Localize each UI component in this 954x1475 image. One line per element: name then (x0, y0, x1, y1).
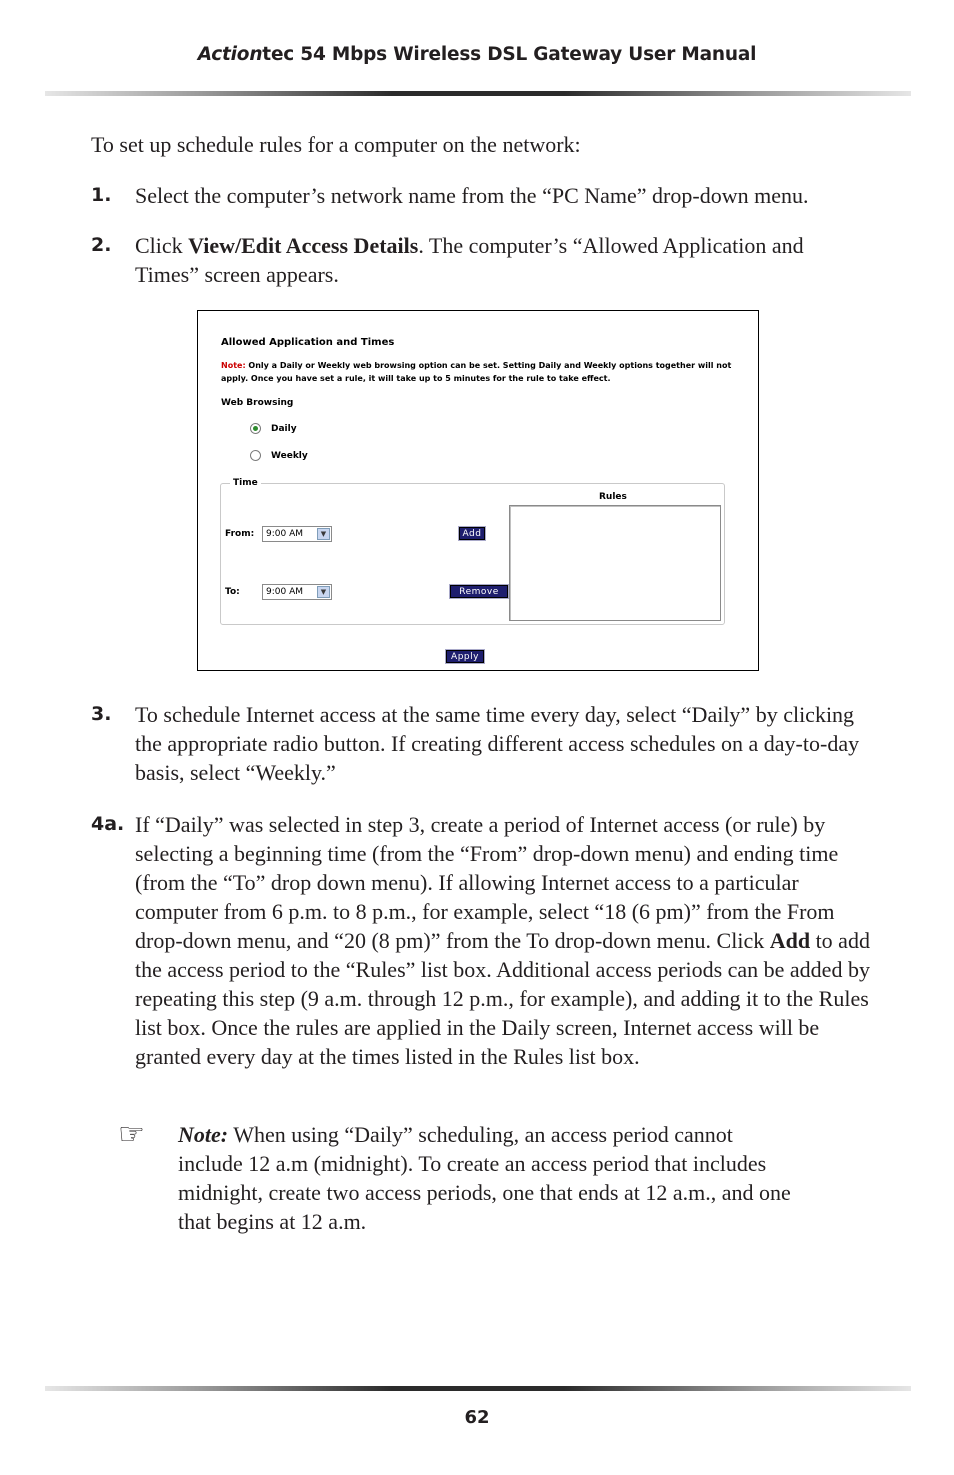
step-1 (91, 181, 871, 210)
rules-label: Rules (599, 492, 627, 502)
time-legend: Time (230, 478, 261, 488)
screen-note-text: Only a Daily or Weekly web browsing option can be set. Setting Daily and Weekly options together will not apply. Once you have set a rule, it will take up to 5 minutes for the rule to take effect. (221, 361, 732, 383)
to-label: To: (225, 587, 240, 597)
step-text (135, 810, 871, 1071)
rules-listbox[interactable] (509, 505, 721, 621)
note-text (178, 1120, 798, 1236)
intro-paragraph: To set up schedule rules for a computer on the network: (91, 132, 581, 157)
step-text-bold: Add (769, 928, 811, 953)
to-select-value: 9:00 AM (266, 587, 303, 597)
step-text (135, 231, 871, 289)
step-number: 3. (91, 703, 112, 725)
note-label: Note: (178, 1122, 229, 1147)
chevron-down-icon[interactable]: ▼ (317, 528, 330, 540)
screen-title: Allowed Application and Times (221, 337, 395, 348)
weekly-label: Weekly (271, 450, 308, 461)
daily-label: Daily (271, 423, 297, 434)
step-text: Select the computer’s network name from the “PC Name” drop-down menu. (135, 183, 809, 208)
screen-note (221, 359, 741, 385)
daily-option[interactable] (250, 423, 297, 434)
step-number: 1. (91, 184, 112, 206)
header-divider (45, 91, 911, 96)
pointing-hand-icon: ☞ (118, 1117, 145, 1152)
weekly-option[interactable] (250, 450, 308, 461)
note-block (118, 1117, 798, 1236)
header-title-rest: tec 54 Mbps Wireless DSL Gateway User Manual (262, 44, 757, 65)
add-button[interactable]: Add (459, 527, 485, 540)
weekly-radio[interactable] (250, 450, 261, 461)
brand-italic: Action (197, 44, 263, 65)
page-number: 62 (464, 1407, 490, 1428)
screen-note-label: Note: (221, 361, 246, 370)
step-3 (91, 700, 871, 787)
daily-radio[interactable] (250, 423, 261, 434)
running-header (0, 44, 954, 65)
note-body: When using “Daily” scheduling, an access period cannot include 12 a.m (midnight). To create an access period that includes midnight, create two access periods, one that ends at 12 a.m., and one that begins at 12 a.m. (178, 1122, 791, 1234)
step-text: To schedule Internet access at the same time every day, select “Daily” by clicking the appropriate radio button. If creating different access schedules on a day-to-day basis, select “Weekly.” (135, 702, 860, 785)
web-browsing-label: Web Browsing (221, 398, 294, 408)
step-number: 2. (91, 234, 112, 256)
to-select[interactable] (262, 584, 332, 600)
step-number: 4a. (91, 813, 125, 835)
apply-button[interactable]: Apply (446, 650, 484, 663)
remove-button[interactable]: Remove (450, 585, 508, 598)
step-text-post: . The computer’s “Allowed Application and Times” screen appears. (135, 233, 804, 287)
step-text-post: to add the access period to the “Rules” list box. Additional access periods can be added by repeating this step (9 a.m. through 12 p.m., for example), and adding it to the Rules list box. Once the rules are applied in the Daily screen, Internet access will be granted every day at the times listed in the Rules list box. (135, 928, 870, 1069)
allowed-application-screenshot (197, 310, 759, 671)
from-select-value: 9:00 AM (266, 529, 303, 539)
step-2 (91, 231, 871, 289)
step-4a (91, 810, 871, 1071)
from-label: From: (225, 529, 255, 539)
step-text-bold: View/Edit Access Details (188, 233, 419, 258)
step-text-pre: If “Daily” was selected in step 3, create a period of Internet access (or rule) by selecting a beginning time (from the “From” drop-down menu) and ending time (from the “To” drop down menu). If allowing Internet access to a particular computer from 6 p.m. to 8 p.m., for example, select “18 (6 pm)” from the From drop-down menu, and “20 (8 pm)” from the To drop-down menu. Click (135, 812, 839, 953)
step-text-pre: Click (135, 233, 189, 258)
from-select[interactable] (262, 526, 332, 542)
chevron-down-icon[interactable]: ▼ (317, 586, 330, 598)
footer-divider (45, 1386, 911, 1391)
